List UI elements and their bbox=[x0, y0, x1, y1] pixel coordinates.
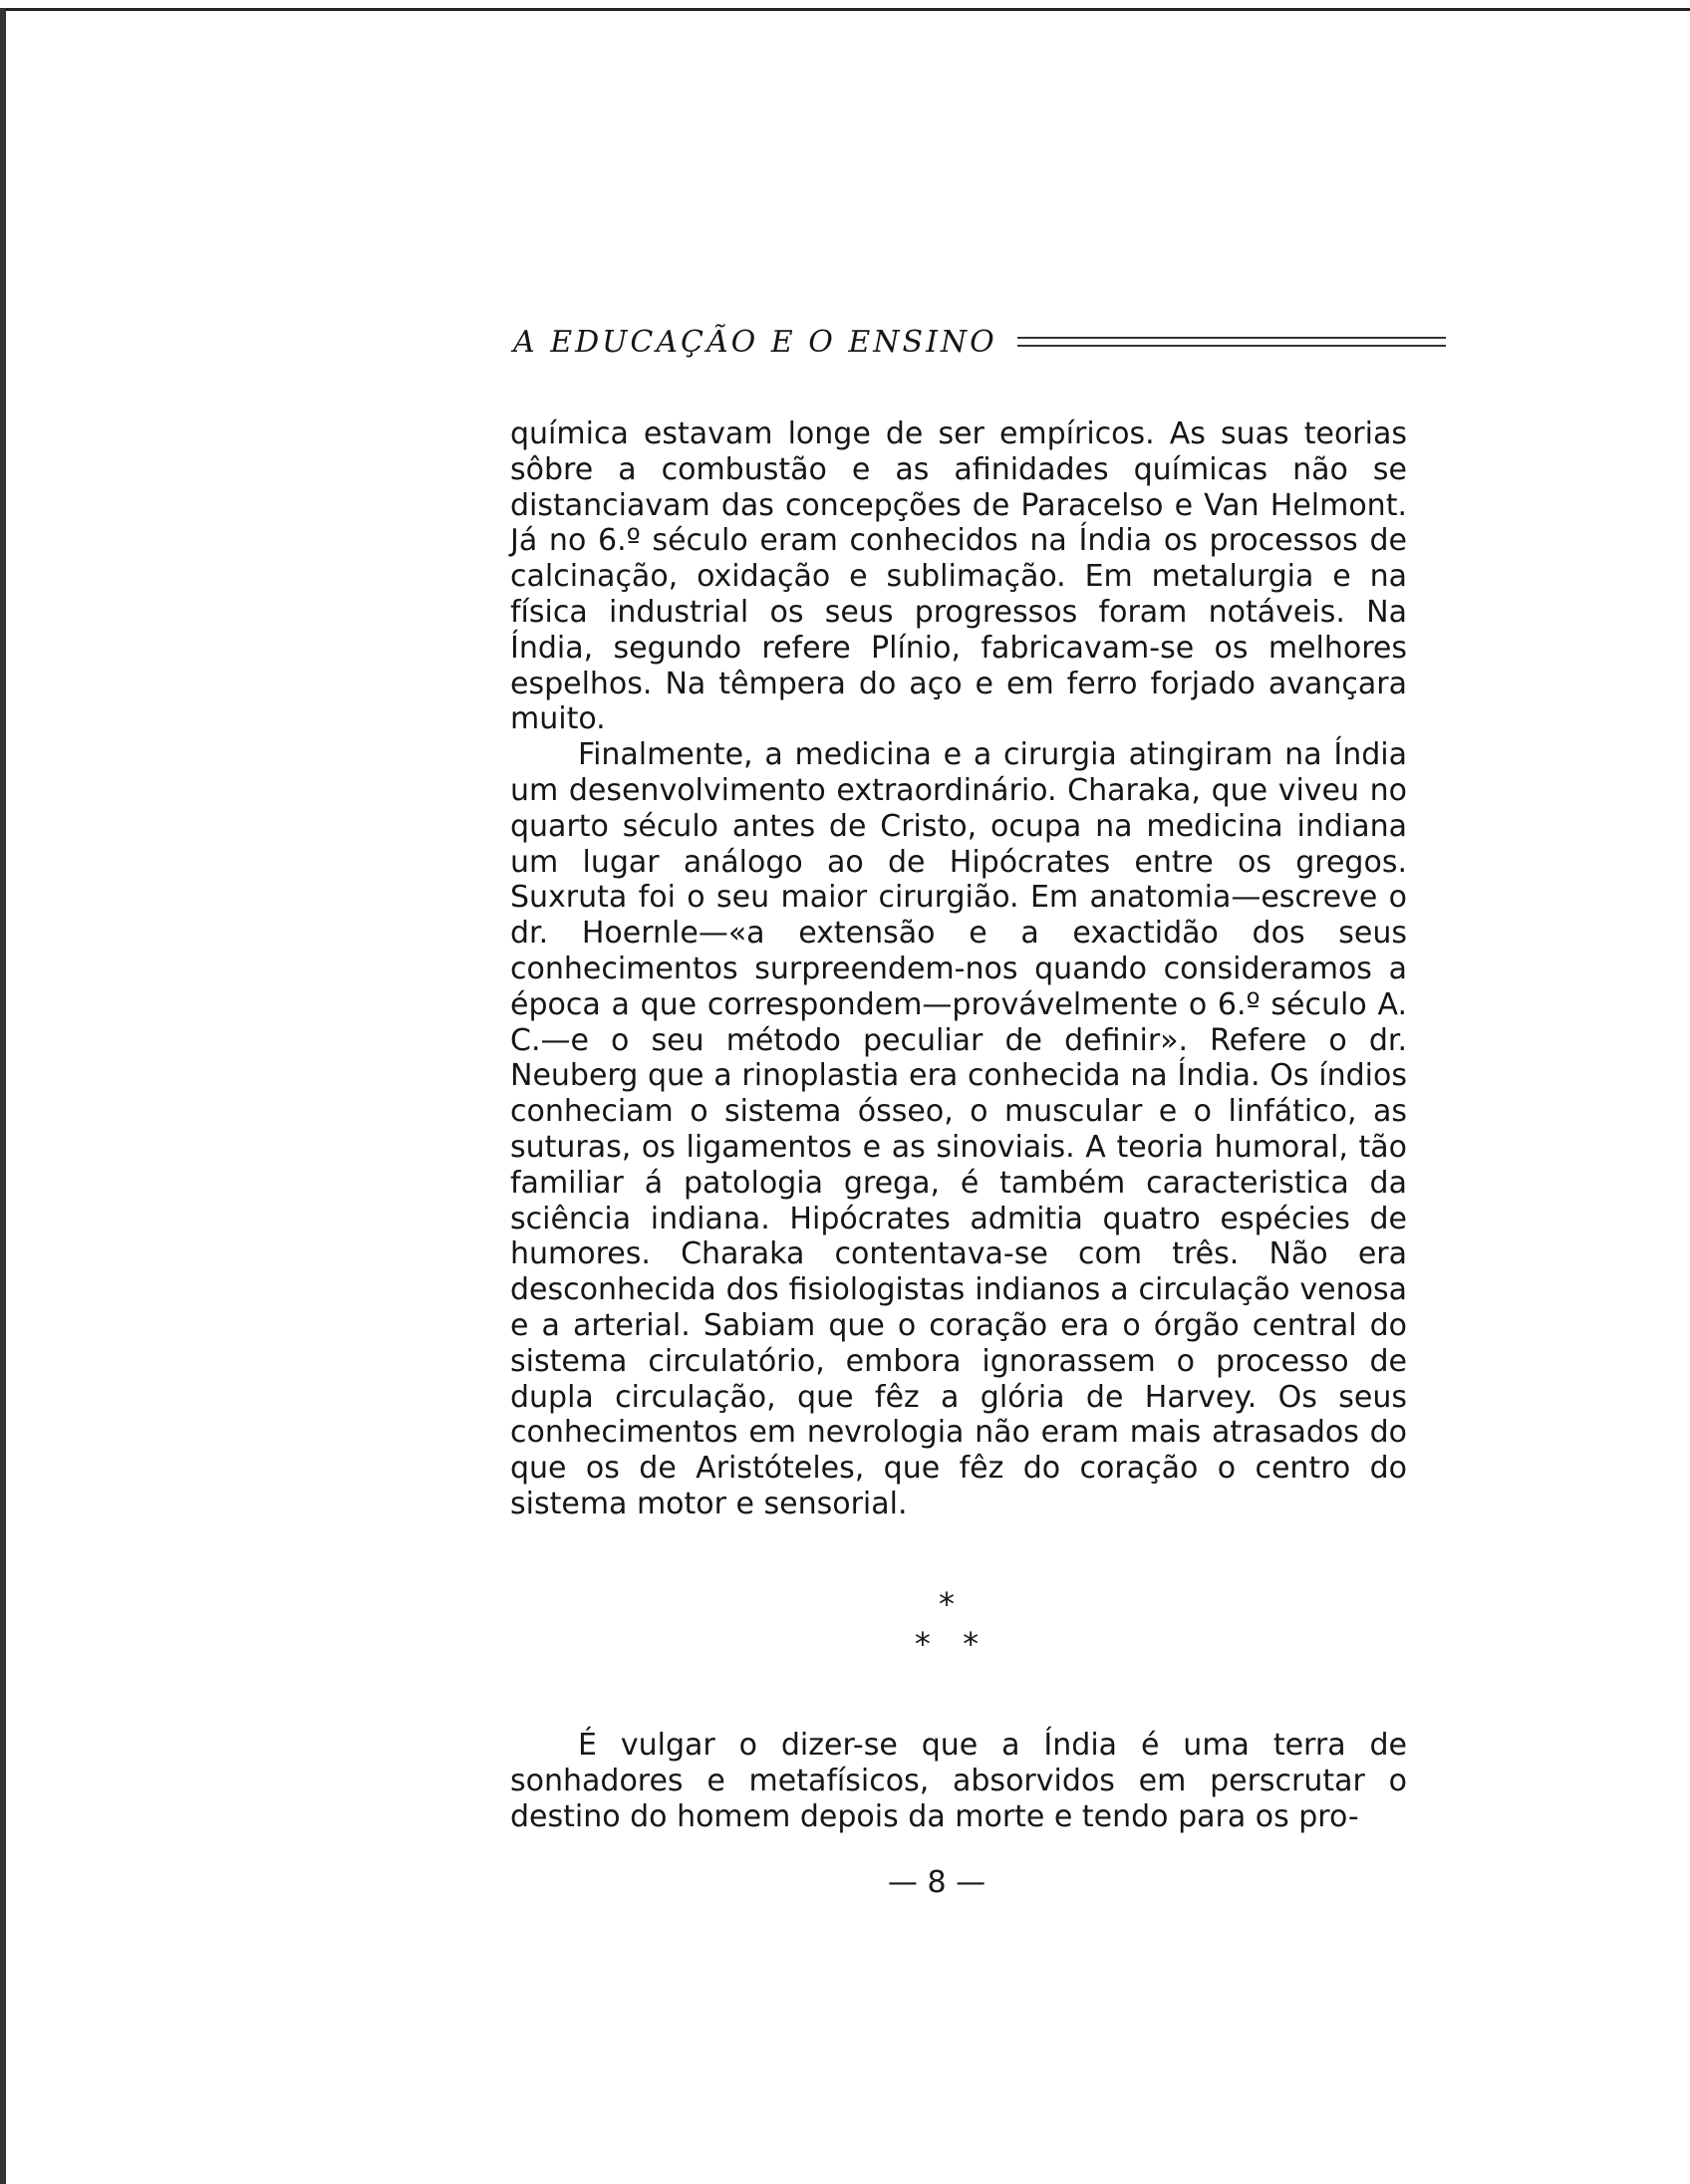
continuation-text-block bbox=[510, 1728, 1407, 1834]
main-text-block bbox=[510, 416, 1407, 1522]
running-header bbox=[513, 317, 1410, 367]
scan-border-top bbox=[0, 8, 1690, 11]
paragraph-medicine: Finalmente, a medicina e a cirurgia atingiram na Índia um desenvolvimento extraordinário. Charaka, que viveu no quarto século antes de Cristo, ocupa na medicina indiana um lugar análogo ao de Hipócrates entre os gregos. Suxruta foi o seu maior cirurgião. Em anatomia—escreve o dr. Hoernle—«a extensão e a exactidão dos seus conhecimentos surpreendem-nos quando consideramos a época a que correspondem—provávelmente o 6.º século A. C.—e o seu método peculiar de definir». Refere o dr. Neuberg que a rinoplastia era conhecida na Índia. Os índios conheciam o sistema ósseo, o muscular e o linfático, as suturas, os ligamentos e as sinoviais. A teoria humoral, tão familiar á patologia grega, é também caracteristica da sciência indiana. Hipócrates admitia quatro espécies de humores. Charaka contentava-se com três. Não era desconhecida dos fisiologistas indianos a circulação venosa e a arterial. Sabiam que o coração era o órgão central do sistema circulatório, embora ignorassem o processo de dupla circulação, que fêz a glória de Harvey. Os seus conhecimentos em nevrologia não eram mais atrasados do que os de Aristóteles, que fêz do coração o centro do sistema motor e sensorial. bbox=[510, 737, 1407, 1521]
page-number: — 8 — bbox=[887, 1865, 986, 1900]
running-title: A EDUCAÇÃO E O ENSINO bbox=[513, 324, 997, 360]
separator-asterisk-top: * bbox=[939, 1585, 955, 1623]
section-separator bbox=[877, 1584, 1016, 1664]
header-rule bbox=[1017, 337, 1446, 347]
separator-asterisks-bottom: * * bbox=[914, 1625, 980, 1663]
paragraph-dreamers: É vulgar o dizer-se que a Índia é uma terra de sonhadores e metafísicos, absorvidos em perscrutar o destino do homem depois da morte e tendo para os pro- bbox=[510, 1728, 1407, 1834]
scan-border-left bbox=[0, 8, 6, 2184]
paragraph-chemistry: química estavam longe de ser empíricos. As suas teorias sôbre a combustão e as afinidades químicas não se distanciavam das concepções de Paracelso e Van Helmont. Já no 6.º século eram conhecidos na Índia os processos de calcinação, oxidação e sublimação. Em metalurgia e na física industrial os seus progressos foram notáveis. Na Índia, segundo refere Plínio, fabricavam-se os melhores espelhos. Na têmpera do aço e em ferro forjado avançara muito. bbox=[510, 416, 1407, 737]
